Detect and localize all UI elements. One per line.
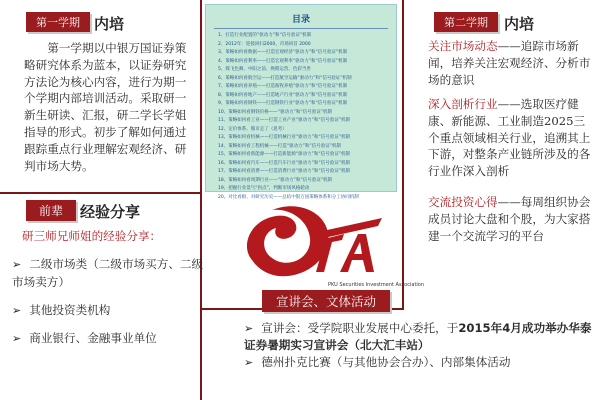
association-logo (232, 198, 425, 290)
toc-item: 6、策略如何看航空运——打造航空运输“驱动力”和“信号验证”机制 (218, 75, 352, 81)
toc-item: 5、煤飞色舞、中阳之前、换期运营、色彩当世 (218, 67, 311, 72)
toc-item: 3、策略如何看数据——打造宏观经济“驱动力”和“信号验证”机制 (218, 50, 348, 55)
toc-item: 17、策略如何看消费——打造消费行业“驱动力”和“信号验证”机制 (218, 169, 351, 174)
toc-item: 14、策略如何看工程机械——打造“驱动力”和“信号验证”机制 (218, 143, 342, 149)
toc-item: 20、对比看板、对研究历史——总结中银万国策略体系和分工协同机制 (218, 194, 359, 200)
toc-image (205, 4, 397, 200)
events-badge-label: 宣讲会、文体活动 (275, 294, 376, 309)
events-item1-year: 2015 (458, 321, 491, 335)
semester2-p2-head: 深入剖析行业 (428, 97, 498, 111)
toc-item: 2、2012年：迎接回归2000、市场回首 2000 (218, 41, 311, 47)
semester2-p3-body: ——每周组织协会成员讨论大盘和个股，为大家搭建一个交流学习的平台 (428, 195, 591, 243)
semester2-p2-body: ——选取医疗健康、新能源、工业制造2025三个重点领域相关行业，追溯其上下游，对整条产业链所涉及的各行业作深入剖析 (428, 97, 591, 179)
semester1-title: 内培 (94, 15, 125, 33)
arrow-icon: ➢ (12, 258, 22, 271)
toc-rule (214, 28, 388, 29)
divider-vertical-right (402, 0, 404, 310)
divider-top-left (0, 192, 200, 194)
toc-item: 10、策略如何看钢铁价格——“驱动力”和“信号验证”机制 (218, 109, 333, 115)
toc-item: 1、打造行业配置的“驱动力”和“信号验证”机制 (218, 33, 312, 38)
semester2-paragraph-2 (428, 96, 596, 180)
toc-item: 11、策略如何看工业——打造工业产业“驱动力”和“信号验证”机制 (218, 118, 351, 123)
seniors-item-label: 其他投资类机构 (29, 303, 111, 317)
seniors-intro: 研三师兄师姐的经验分享： (22, 229, 162, 243)
toc-item: 8、策略如何看地产——打造地产行业“驱动力”和“信号验证”机制 (218, 92, 348, 98)
events-item-2 (244, 354, 594, 371)
logo-caption: PKU Securities Investment Association (328, 282, 425, 288)
semester2-badge-label: 第二学期 (444, 16, 488, 29)
toc-list (206, 32, 396, 202)
events-item-1 (244, 320, 594, 353)
events-item1-post: 月成功举办华泰证券暑期实习宣讲会（北大汇丰站） (244, 321, 592, 352)
toc-item: 16、策略如何看汽车——打造汽车行业“驱动力”和“信号验证”机制 (218, 160, 351, 166)
events-badge (262, 290, 390, 312)
events-item1-month: 4 (502, 321, 511, 335)
semester1-badge-label: 第一学期 (36, 16, 80, 29)
semester2-p1-body: ——追踪市场新闻，培养关注宏观经济、分析市场的意识 (428, 39, 591, 87)
seniors-badge-label: 前辈 (38, 204, 63, 218)
seniors-item-label: 商业银行、金融事业单位 (29, 331, 157, 345)
toc-title: 目录 (291, 15, 310, 25)
arrow-icon: ➢ (12, 332, 22, 345)
toc-item: 15、策略如何看新能源——打造新能源“驱动力”和“信号验证”机制 (218, 152, 351, 157)
divider-vertical-left (200, 0, 202, 194)
seniors-list-item (12, 256, 212, 291)
seniors-list-item (12, 330, 212, 348)
toc-item: 19、把握行业景气“拐点”，判断市场风格轮动 (218, 186, 310, 191)
events-item1-pre: 宣讲会：受学院职业发展中心委托，于 (261, 321, 459, 335)
semester2-title: 内培 (504, 15, 535, 33)
toc-item: 13、策略如何看机械——打造机械行业“驱动力”和“信号验证”机制 (218, 135, 351, 140)
seniors-item-label: 二级市场类（二级市场买方、二级市场卖方） (12, 257, 204, 289)
seniors-title: 经验分享 (80, 203, 141, 221)
divider-bottom-left (200, 194, 202, 400)
arrow-icon: ➢ (244, 356, 254, 369)
semester1-badge (26, 12, 90, 32)
toc-item: 7、策略如何看养殖——打造畜牧养殖“驱动力”和“信号验证”机制 (218, 84, 348, 89)
arrow-icon: ➢ (12, 304, 22, 317)
semester2-p3-head: 交流投资心得 (428, 195, 498, 209)
semester2-badge (434, 12, 498, 32)
events-item1-mid: 年 (490, 321, 503, 335)
semester2-paragraph-1 (428, 38, 596, 88)
seniors-list-item (12, 302, 212, 320)
events-item2-label: 德州扑克比赛（与其他协会合办）、内部集体活动 (261, 355, 511, 369)
semester1-body: 第一学期以中银万国证券策略研究体系为蓝本，以证券研究方法论为核心内容，进行为期一个学期内部培训活动。采取研一新生研读、汇报，研二学长学姐指导的形式。初步了解如何通过跟踪重点行业理解宏观经济、研判市场大势。 (24, 41, 187, 173)
arrow-icon: ➢ (244, 322, 254, 335)
toc-item: 12、定价体系、熊市走了（思考） (218, 126, 287, 132)
toc-item: 9、策略如何看钢铁——打造钢铁行业“驱动力”和“信号验证”机制 (218, 101, 348, 106)
toc-item: 4、策略如何看利率——打造宏观利率“驱动力”和“信号验证”机制 (218, 58, 348, 64)
semester2-p1-head: 关注市场动态 (428, 39, 498, 53)
seniors-badge (26, 200, 76, 221)
semester2-paragraph-3 (428, 194, 596, 244)
toc-item: 18、策略如何看周期行业——“驱动力”和“信号验证”机制 (218, 177, 333, 183)
